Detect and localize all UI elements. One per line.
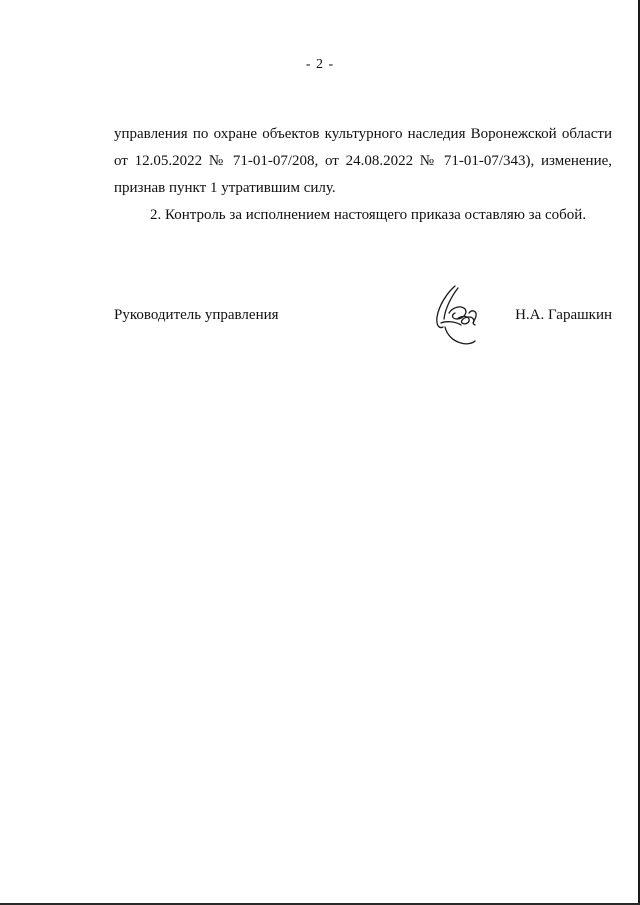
- page-number: - 2 -: [305, 57, 335, 72]
- signatory-position: Руководитель управления: [114, 307, 279, 323]
- signatory-name: Н.А. Гарашкин: [515, 307, 612, 323]
- paragraph-line: признав пункт 1 утратившим силу.: [114, 180, 336, 196]
- paragraph-continuation: [114, 121, 612, 202]
- paragraph-control-clause: 2. Контроль за исполнением настоящего приказа оставляю за собой.: [150, 207, 587, 223]
- paragraph-line: управления по охране объектов культурного наследия Воронежской области: [114, 126, 612, 142]
- handwritten-signature-icon: [425, 283, 487, 349]
- paragraph-line: от 12.05.2022 № 71-01-07/208, от 24.08.2022 № 71-01-07/343), изменение,: [114, 153, 612, 169]
